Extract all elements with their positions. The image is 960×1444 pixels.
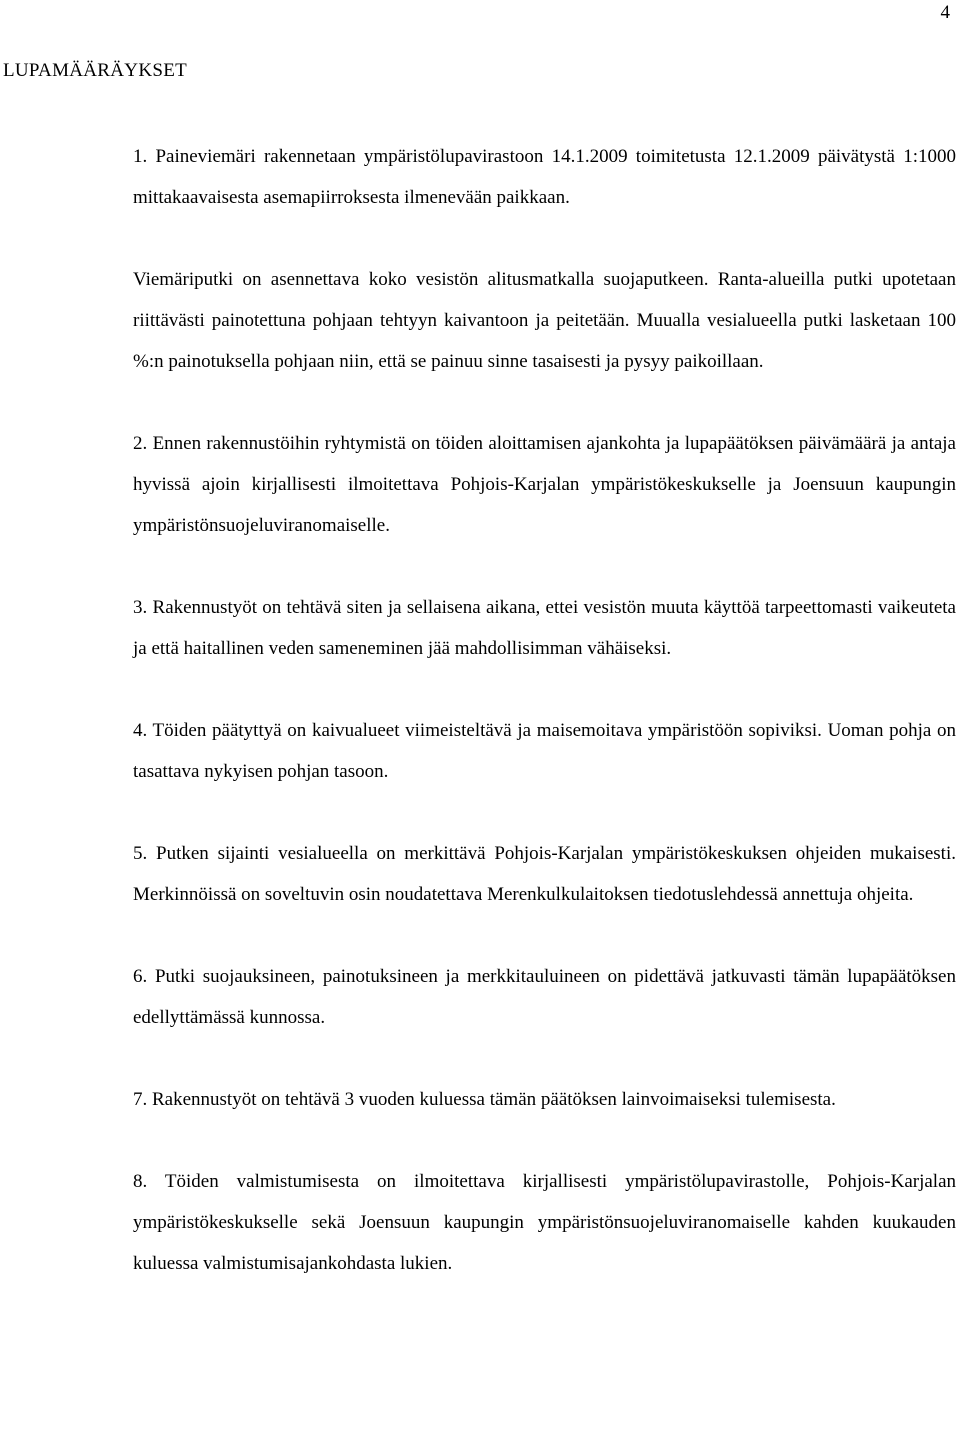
paragraph-1: 1. Paineviemäri rakennetaan ympäristölupavirastoon 14.1.2009 toimitetusta 12.1.2009 päivätystä 1:1000 mittakaavaisesta asemapiirroksesta ilmenevään paikkaan. bbox=[133, 146, 956, 208]
paragraph-2: 2. Ennen rakennustöihin ryhtymistä on töiden aloittamisen ajankohta ja lupapäätöksen päivämäärä ja antaja hyvissä ajoin kirjallisesti ilmoitettava Pohjois-Karjalan ympäristökeskukselle ja Joensuun kaupungin ympäristönsuojeluviranomaiselle. bbox=[133, 433, 956, 536]
paragraph-8: 8. Töiden valmistumisesta on ilmoitettava kirjallisesti ympäristölupavirastolle, Pohjois-Karjalan ympäristökeskukselle sekä Joensuun kaupungin ympäristönsuojeluviranomaiselle kahden kuukauden kuluessa valmistumisajankohdasta lukien. bbox=[133, 1171, 956, 1274]
section-heading: LUPAMÄÄRÄYKSET bbox=[3, 60, 188, 81]
paragraph-3: 3. Rakennustyöt on tehtävä siten ja sellaisena aikana, ettei vesistön muuta käyttöä tarpeettomasti vaikeuteta ja että haitallinen veden sameneminen jää mahdollisimman vähäiseksi. bbox=[133, 597, 956, 659]
paragraph-5: 5. Putken sijainti vesialueella on merkittävä Pohjois-Karjalan ympäristökeskuksen ohjeiden mukaisesti. Merkinnöissä on soveltuvin osin noudatettava Merenkulkulaitoksen tiedotuslehdessä annettuja ohjeita. bbox=[133, 843, 956, 905]
paragraph-4: 4. Töiden päätyttyä on kaivualueet viimeisteltävä ja maisemoitava ympäristöön sopiviksi. Uoman pohja on tasattava nykyisen pohjan tasoon. bbox=[133, 720, 956, 782]
document-body bbox=[133, 136, 956, 1325]
paragraph-6: 6. Putki suojauksineen, painotuksineen ja merkkitauluineen on pidettävä jatkuvasti tämän lupapäätöksen edellyttämässä kunnossa. bbox=[133, 966, 956, 1028]
page-number: 4 bbox=[940, 2, 950, 23]
paragraph-1-continued: Viemäriputki on asennettava koko vesistön alitusmatkalla suojaputkeen. Ranta-alueilla putki upotetaan riittävästi painotettuna pohjaan tehtyyn kaivantoon ja peitetään. Muualla vesialueella putki lasketaan 100 %:n painotuksella pohjaan niin, että se painuu sinne tasaisesti ja pysyy paikoillaan. bbox=[133, 269, 956, 372]
paragraph-7: 7. Rakennustyöt on tehtävä 3 vuoden kuluessa tämän päätöksen lainvoimaiseksi tulemisesta. bbox=[133, 1089, 836, 1110]
